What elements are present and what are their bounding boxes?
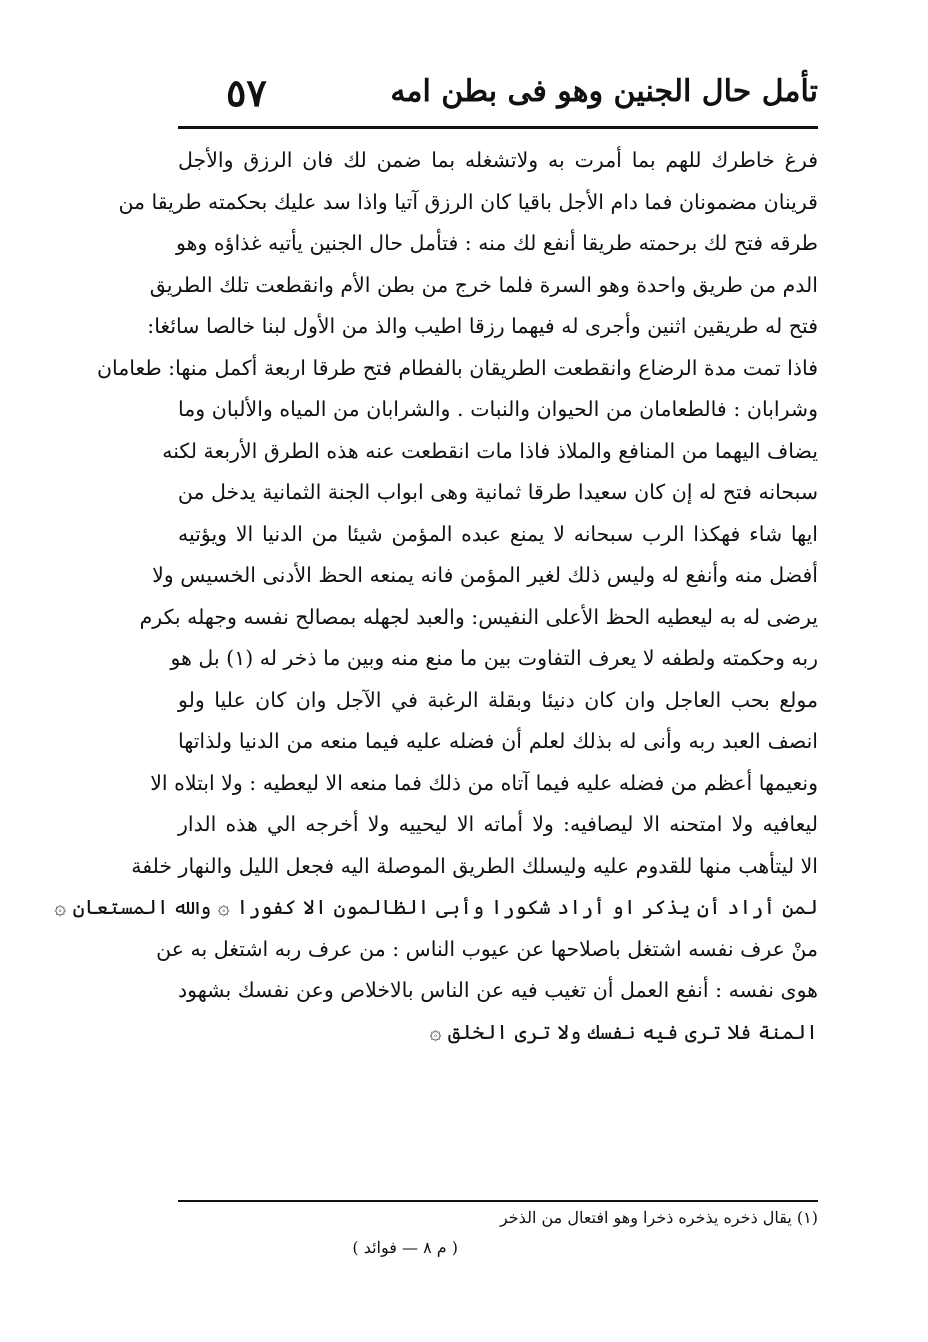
text-line: لمن أراد أن يذكر او أراد شكورا وأبى الظالمون الا كفورا ۞ والله المستعان ۞ [54,895,818,919]
text-line: منْ عرف نفسه اشتغل باصلاحها عن عيوب الناس : من عرف ربه اشتغل به عن [156,936,818,961]
text-line: ليعافيه ولا امتحنه الا ليصافيه: ولا أماته الا ليحييه ولا أخرجه الي هذه الدار [178,812,818,836]
page-header [178,64,818,124]
text-line: أفضل منه وأنفع له وليس ذلك لغير المؤمن فانه يمنعه الحظ الأدنى الخسيس ولا [152,563,818,587]
text-line: ونعيمها أعظم من فضله عليه فيما آتاه من ذلك فما منعه الا ليعطيه : ولا ابتلاه الا [150,770,818,795]
text-line: المنة فلا ترى فيه نفسك ولا ترى الخلق ۞ [429,1019,818,1044]
text-line: الدم من طريق واحدة وهو السرة فلما خرج من بطن الأم وانقطعت تلك الطريق [149,272,818,297]
footnote: (١) يقال ذخره يذخره ذخرا وهو افتعال من الذخر [499,1208,818,1227]
text-line: فاذا تمت مدة الرضاع وانقطعت الطريقان بالفطام فتح طرقا اربعة أكمل منها: طعامان [96,355,818,380]
body-text [54,140,818,1053]
text-line: فرغ خاطرك للهم بما أمرت به ولاتشغله بما ضمن لك فان الرزق والأجل [178,148,818,172]
text-line: وشرابان : فالطعامان من الحيوان والنبات . والشرابان من المياه والألبان وما [178,397,818,421]
signature-mark: ( م ٨ — فوائد ) [352,1238,458,1257]
text-line: سبحانه فتح له إن كان سعيدا طرقا ثمانية وهى ابواب الجنة الثمانية يدخل من [177,480,818,504]
text-line: مولع بحب العاجل وان كان دنيئا وبقلة الرغبة في الآجل وان كان عليا ولو [178,687,818,712]
text-line: انصف العبد ربه وأنى له بذلك لعلم أن فضله عليه فيما منعه من الدنيا ولذاتها [178,729,818,753]
text-line: ايها شاء فهكذا الرب سبحانه لا يمنع عبده المؤمن شيئا من الدنيا الا ويؤتيه [178,521,818,546]
text-line: هوى نفسه : أنفع العمل أن تغيب فيه عن الناس بالاخلاص وعن نفسك بشهود [178,978,818,1002]
text-line: فتح له طريقين اثنين وأجرى له فيهما رزقا اطيب والذ من الأول لبنا خالصا سائغا: [147,314,818,338]
running-title: تأمل حال الجنين وهو فى بطن امه [390,74,818,109]
footnote-rule [178,1200,818,1202]
text-line: يضاف اليهما من المنافع والملاذ فاذا مات انقطعت عنه هذه الطرق الأربعة لكنه [162,438,818,463]
page-number: ٥٧ [226,70,267,115]
text-line: الا ليتأهب منها للقدوم عليه وليسلك الطريق الموصلة اليه فجعل الليل والنهار خلفة [131,853,818,878]
header-rule [178,126,818,129]
text-line: ربه وحكمته ولطفه لا يعرف التفاوت بين ما منع منه وبين ما ذخر له (١) بل هو [170,646,818,670]
text-line: قرينان مضمونان فما دام الأجل باقيا كان الرزق آتيا واذا سد عليك بحكمته طريقا من [118,189,818,214]
text-line: طرقه فتح لك برحمته طريقا أنفع لك منه : فتأمل حال الجنين يأتيه غذاؤه وهو [176,231,818,255]
text-line: يرضى له به ليعطيه الحظ الأعلى النفيس: والعبد لجهله بمصالح نفسه وجهله بكرم [139,604,818,629]
